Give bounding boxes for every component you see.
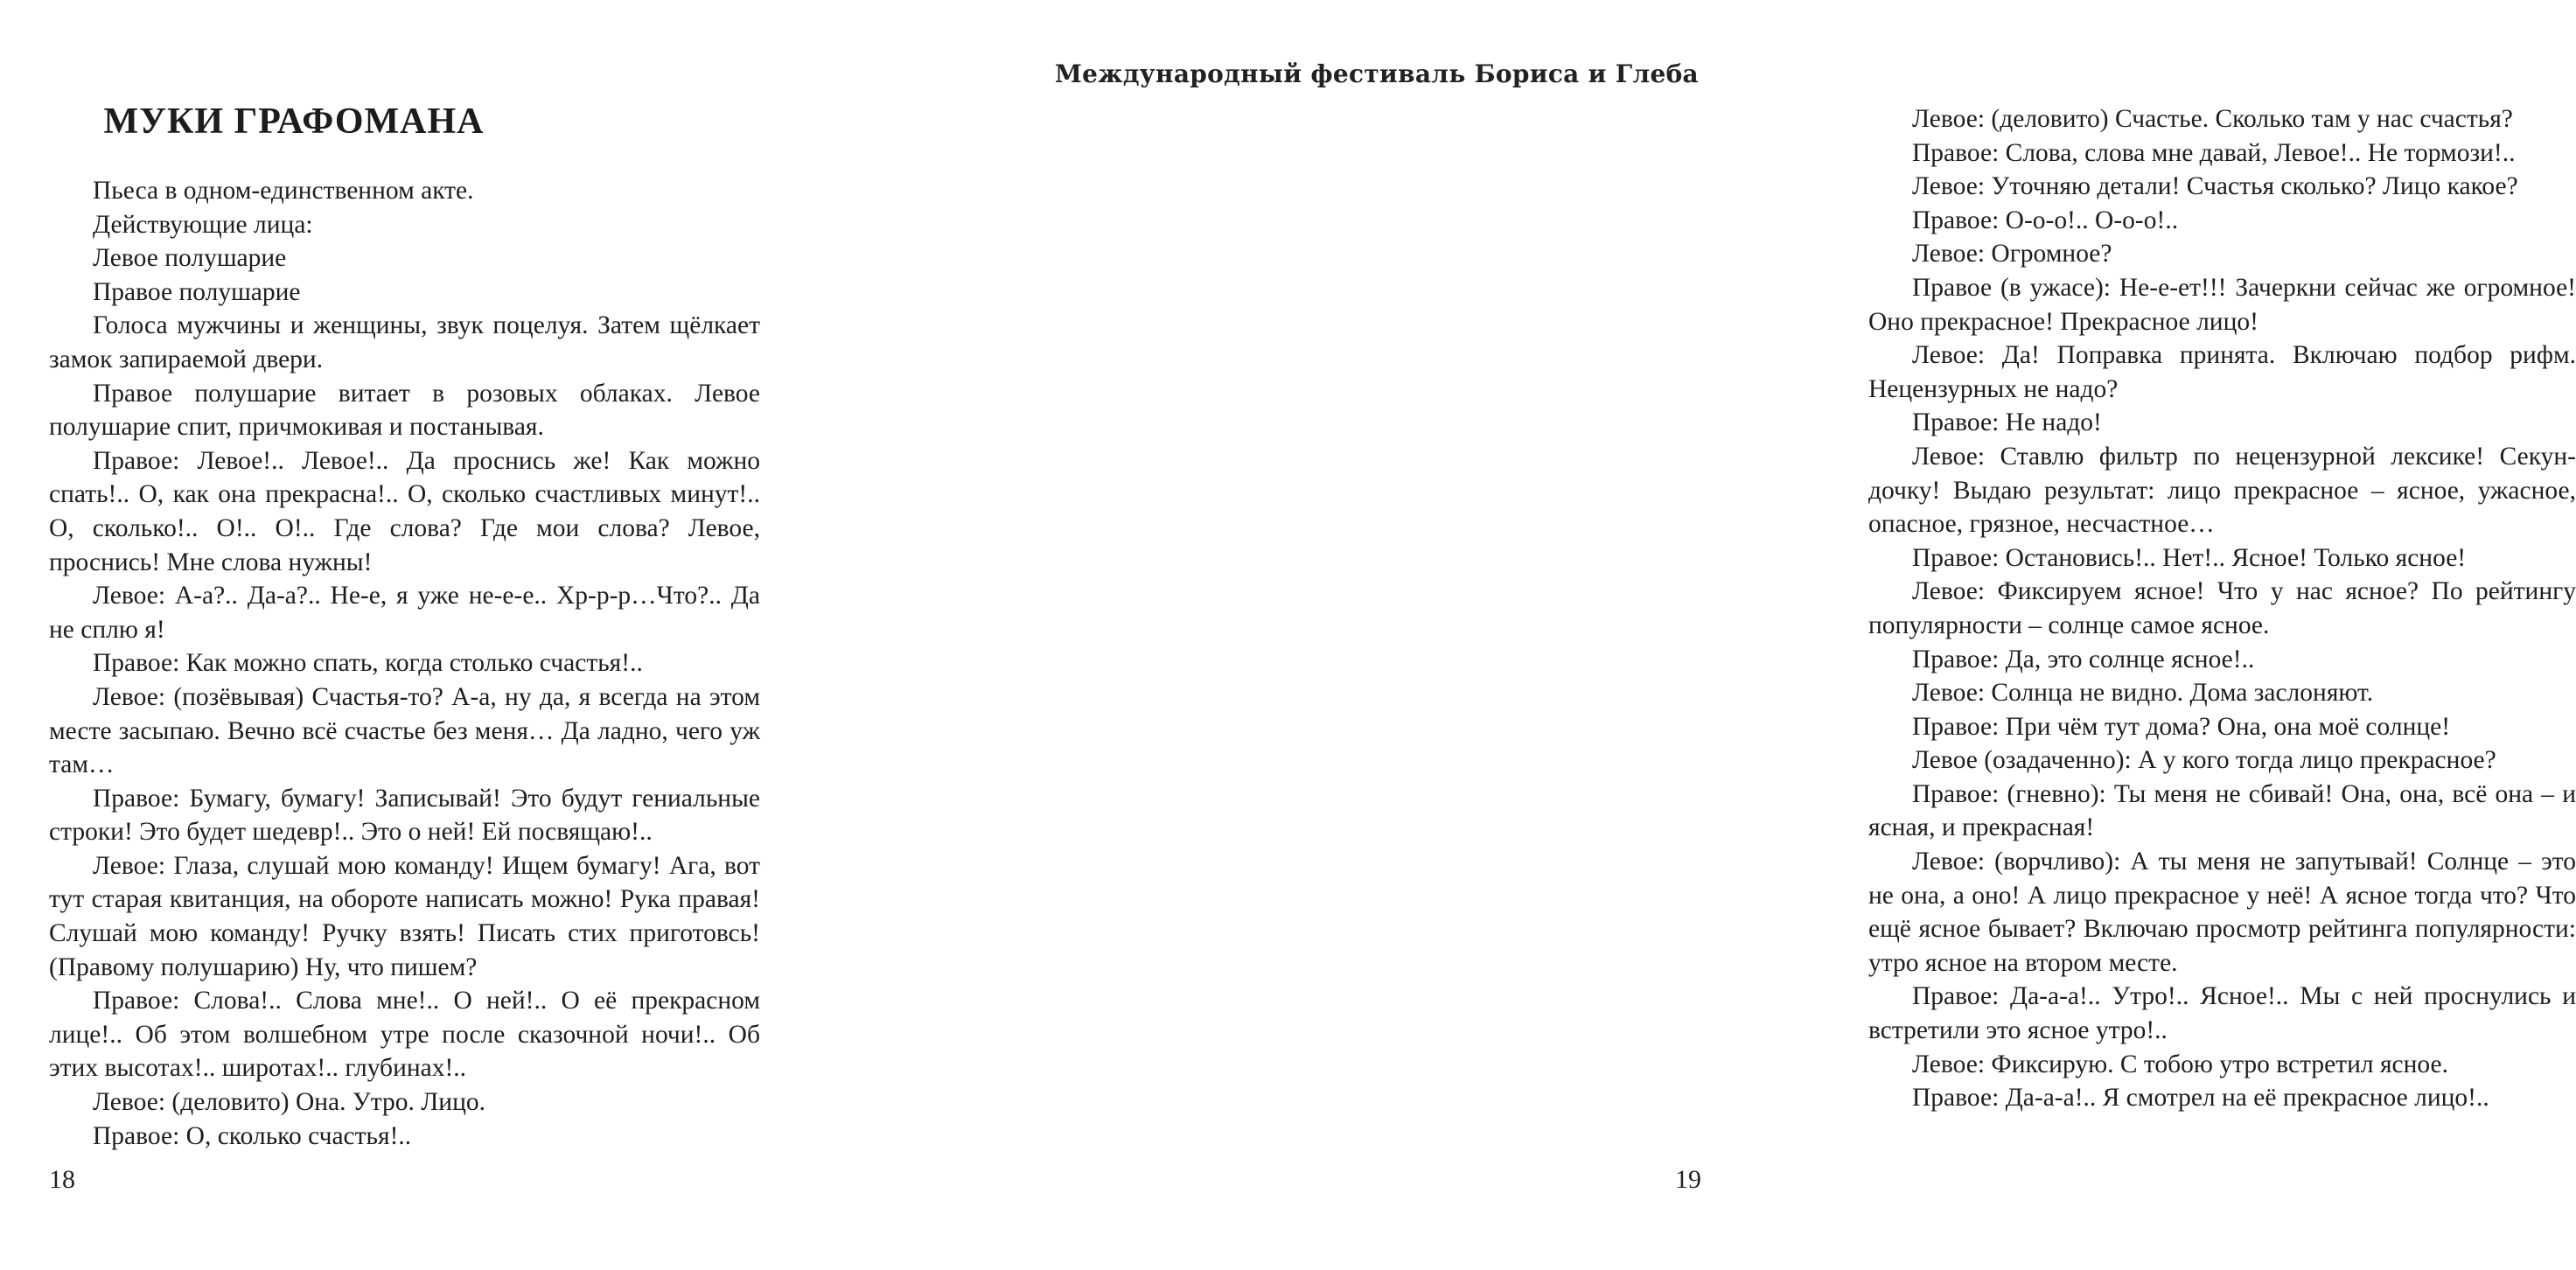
- paragraph: Левое полушарие: [93, 244, 287, 273]
- paragraph: Левое: Глаза, слушай мою команду! Ищем бумагу! Ага, вот тут старая квитанция, на обороте написать можно! Рука правая! Слушай мою команду! Ручку взять! Писать стих приготовсь! (Правому полушарию) Ну, что пишем?: [49, 851, 760, 981]
- page-number: 18: [49, 1165, 75, 1194]
- paragraph: Правое: Слова!.. Слова мне!.. О ней!.. О её прекрасном лице!.. Об этом волшебном утре после сказочной ночи!.. Об этих высотах!.. широтах!.. глубинах!..: [49, 987, 760, 1083]
- paragraph: Правое (в ужасе): Не-е-ет!!! Зачеркни сейчас же огромное! Оно прекрасное! Прекрасное лицо!: [1868, 273, 2576, 336]
- paragraph: Левое (озадаченно): А у кого тогда лицо прекрасное?: [1912, 746, 2496, 775]
- paragraph: Правое: Бумагу, бумагу! Записывай! Это будут гениальные строки! Это будет шедевр!.. Это о ней! Ей посвящаю!..: [49, 784, 760, 847]
- paragraph: Правое: Слова, слова мне давай, Левое!.. Не тормози!..: [1912, 138, 2516, 167]
- paragraph: Правое полушарие: [93, 277, 301, 306]
- paragraph: Правое: О, сколько счастья!..: [93, 1121, 412, 1150]
- left-page: [0, 0, 875, 1270]
- paragraph: Правое: О-о-о!.. О-о-о!..: [1912, 206, 2179, 234]
- paragraph: Левое: Уточняю детали! Счастья сколько? Лицо какое?: [1912, 172, 2518, 201]
- paragraph: Голоса мужчины и женщины, звук поцелуя. Затем щёлкает замок запираемой двери.: [49, 311, 760, 373]
- paragraph: Правое: Левое!.. Левое!.. Да проснись же! Как можно спать!.. О, как она прекрасна!.. О, сколько счастливых минут!.. О, сколько!.. О!.. О!.. Где слова? Где мои слова? Левое, проснись! Мне слова нужны!: [49, 446, 760, 576]
- paragraph: Левое: Солнца не видно. Дома заслоняют.: [1912, 679, 2374, 708]
- paragraph: Правое: Как можно спать, когда столько счастья!..: [93, 649, 643, 678]
- paragraph: Правое: При чём тут дома? Она, она моё солнце!: [1912, 712, 2451, 741]
- paragraph: Левое: Фиксируем ясное! Что у нас ясное? По рейтингу популярности – солнце самое ясное.: [1868, 577, 2576, 639]
- paragraph: Левое: (деловито) Счастье. Сколько там у нас счастья?: [1912, 105, 2513, 133]
- right-page-text: [1868, 102, 2576, 1115]
- right-page: [875, 0, 2576, 1270]
- paragraph: Левое: Фиксирую. С тобою утро встретил ясное.: [1912, 1050, 2448, 1078]
- paragraph: Правое полушарие витает в розовых облаках. Левое полушарие спит, причмокивая и постанывая.: [49, 379, 760, 442]
- paragraph: Правое: Да-а-а!.. Утро!.. Ясное!.. Мы с ней проснулись и встретили это ясное утро!..: [1868, 982, 2576, 1045]
- paragraph: Левое: Да! Поправка принята. Включаю подбор рифм. Нецензурных не надо?: [1868, 341, 2576, 403]
- paragraph: Действующие лица:: [93, 210, 313, 239]
- paragraph: Правое: Остановись!.. Нет!.. Ясное! Только ясное!: [1912, 543, 2467, 572]
- paragraph: Левое: Огромное?: [1912, 240, 2112, 269]
- paragraph: Левое: (деловито) Она. Утро. Лицо.: [93, 1088, 485, 1117]
- paragraph: Правое: Да, это солнце ясное!..: [1912, 645, 2255, 673]
- play-title: МУКИ ГРАФОМАНА: [103, 101, 485, 142]
- paragraph: Левое: А-а?.. Да-а?.. Не-е, я уже не-е-е.. Хр-р-р…Что?.. Да не сплю я!: [49, 582, 760, 644]
- paragraph: Левое: (позёвывая) Счастья-то? А-а, ну да, я всегда на этом месте засыпаю. Вечно всё счастье без меня… Да ладно, чего уж там…: [49, 682, 760, 779]
- paragraph: Левое: Ставлю фильтр по нецензурной лексике! Секундочку! Выдаю результат: лицо прекрасное – ясное, ужасное, опасное, грязное, несчастное…: [1868, 442, 2576, 539]
- paragraph: Правое: Не надо!: [1912, 408, 2102, 437]
- paragraph: Пьеса в одном-единственном акте.: [93, 177, 474, 205]
- left-page-text: [49, 174, 760, 1153]
- paragraph: Правое: (гневно): Ты меня не сбивай! Она, она, всё она – и ясная, и прекрасная!: [1868, 779, 2576, 842]
- page-number: 19: [1675, 1165, 1701, 1194]
- paragraph: Правое: Да-а-а!.. Я смотрел на её прекрасное лицо!..: [1912, 1084, 2489, 1113]
- running-header: Международный фестиваль Бориса и Глеба: [1054, 59, 1699, 88]
- paragraph: Левое: (ворчливо): А ты меня не запутывай! Солнце – это не она, а оно! А лицо прекрасное у неё! А ясное тогда что? Что ещё ясное бывает? Включаю просмотр рейтинга популярности: утро ясное на втором месте.: [1868, 848, 2576, 977]
